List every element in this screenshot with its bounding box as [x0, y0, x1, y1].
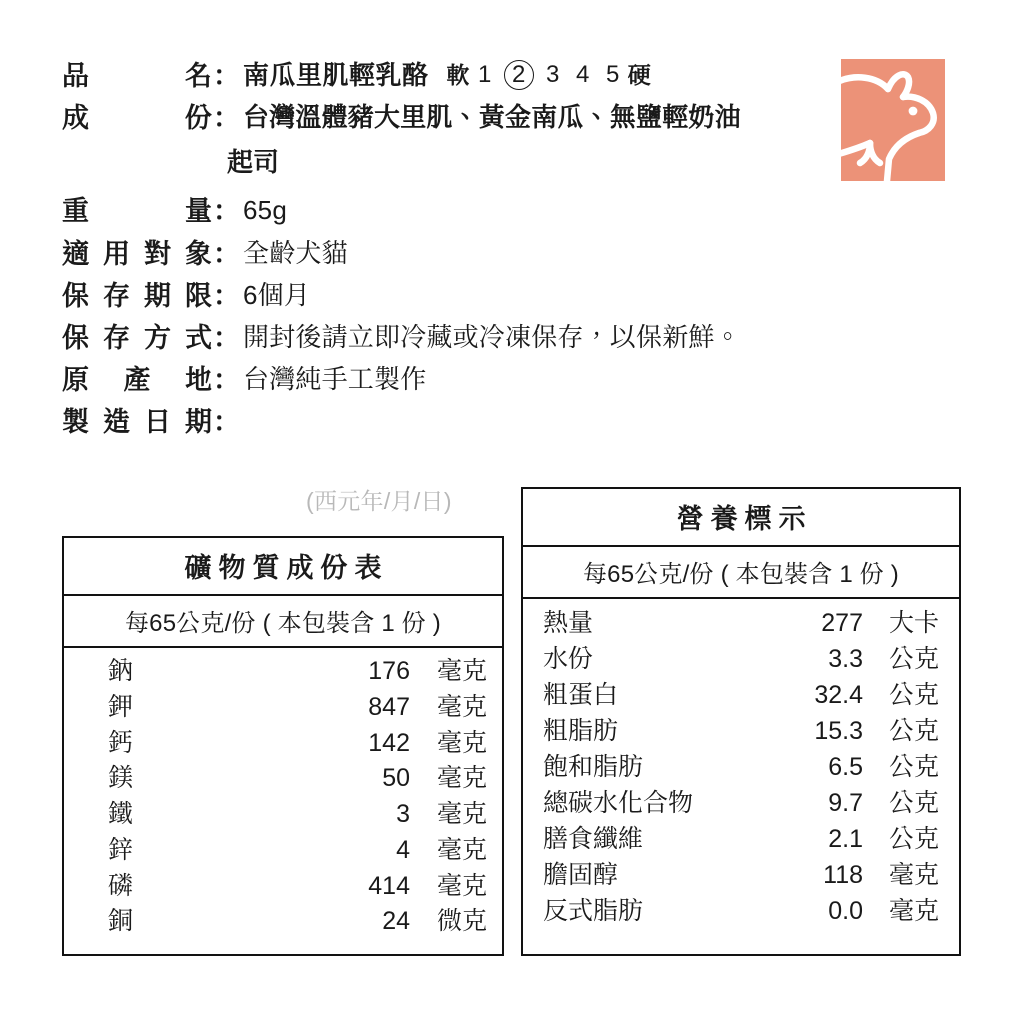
mineral-name: 銅 [108, 907, 134, 936]
nutrient-value: 3.3 [828, 645, 863, 673]
softness-level-1[interactable]: 1 [477, 61, 492, 89]
info-value-product-name [243, 58, 822, 93]
nutrient-unit: 毫克 [889, 861, 940, 889]
nutrient-value: 9.7 [828, 789, 863, 817]
info-colon: ： [213, 407, 240, 438]
info-label-weight: 重量 [62, 196, 212, 227]
info-colon: ： [213, 61, 240, 91]
table-row [523, 713, 959, 749]
mineral-name: 鉀 [108, 692, 134, 721]
mineral-composition-table [62, 536, 504, 956]
mineral-value: 24 [382, 907, 410, 936]
softness-level-4[interactable]: 4 [575, 61, 590, 89]
info-label-storage: 保存方式 [62, 322, 212, 353]
table-row [64, 797, 502, 833]
manufacture-date-format-hint: (西元年/月/日) [306, 488, 452, 514]
nutrient-name: 熱量 [543, 609, 594, 637]
nutrient-unit: 公克 [889, 825, 940, 853]
nutrient-unit: 大卡 [889, 609, 940, 637]
mineral-table-title: 礦物質成份表 [64, 538, 502, 596]
info-label-ingredients: 成份 [62, 103, 212, 134]
nutrient-name: 粗脂肪 [543, 717, 619, 745]
table-row [523, 605, 959, 641]
nutrient-unit: 公克 [889, 753, 940, 781]
mineral-value: 50 [382, 764, 410, 793]
table-row [64, 761, 502, 797]
mineral-name: 鈉 [108, 657, 134, 685]
nutrient-name: 總碳水化合物 [543, 789, 694, 817]
nutrient-name: 膳食纖維 [543, 825, 644, 853]
mineral-unit: 微克 [437, 907, 488, 936]
mineral-unit: 毫克 [437, 657, 488, 685]
product-info-block [62, 58, 822, 446]
mineral-unit: 毫克 [437, 764, 488, 793]
mineral-value: 142 [368, 728, 410, 757]
table-row [64, 904, 502, 940]
mineral-unit: 毫克 [437, 728, 488, 757]
nutrient-name: 飽和脂肪 [543, 753, 644, 781]
mineral-value: 3 [396, 800, 410, 828]
nutrient-value: 6.5 [828, 753, 863, 781]
info-label-origin: 原產地 [62, 365, 212, 396]
table-row [523, 893, 959, 929]
info-row-ingredients-continuation [62, 142, 822, 179]
nutrient-value: 277 [821, 609, 863, 637]
nutrition-facts-table [521, 487, 961, 956]
info-value-weight: 65g [243, 195, 287, 226]
info-row-target-audience [62, 236, 822, 272]
nutrient-unit: 公克 [889, 645, 940, 673]
softness-level-5[interactable]: 5 [605, 61, 620, 89]
info-value-origin: 台灣純手工製作 [243, 364, 427, 395]
nutrient-name: 粗蛋白 [543, 681, 619, 709]
nutrient-value: 118 [823, 861, 863, 889]
nutrient-name: 水份 [543, 645, 594, 673]
nutrition-table-title: 營養標示 [523, 489, 959, 547]
softness-level-3[interactable]: 3 [545, 61, 560, 89]
nutrient-name: 膽固醇 [543, 861, 619, 889]
pig-head-icon [841, 59, 945, 181]
nutrient-value: 2.1 [828, 825, 863, 853]
nutrition-table-serving: 每65公克/份 ( 本包裝含 1 份 ) [523, 547, 959, 599]
mineral-name: 磷 [108, 871, 134, 900]
table-row [64, 869, 502, 905]
table-row [523, 677, 959, 713]
mineral-name: 鈣 [108, 728, 134, 757]
info-colon: ： [213, 365, 240, 396]
table-row [523, 821, 959, 857]
table-row [523, 857, 959, 893]
nutrition-table-body [523, 599, 959, 935]
info-colon: ： [213, 103, 240, 134]
nutrient-value: 32.4 [814, 681, 863, 709]
mineral-name: 鐵 [108, 800, 134, 828]
table-row [64, 690, 502, 726]
table-row [64, 726, 502, 762]
info-value-ingredients: 台灣溫體豬大里肌、黃金南瓜、無鹽輕奶油 [243, 102, 741, 133]
nutrient-unit: 公克 [889, 681, 940, 709]
table-row [523, 785, 959, 821]
mineral-table-serving: 每65公克/份 ( 本包裝含 1 份 ) [64, 596, 502, 648]
mineral-value: 176 [368, 657, 410, 685]
info-row-shelf-life [62, 278, 822, 314]
table-row [523, 749, 959, 785]
info-colon: ： [213, 322, 240, 353]
nutrient-unit: 毫克 [889, 897, 940, 925]
product-name-text: 南瓜里肌輕乳酪 [243, 60, 429, 90]
mineral-value: 414 [368, 871, 410, 900]
info-value-ingredients-line2: 起司 [227, 147, 280, 178]
mineral-value: 847 [368, 692, 410, 721]
mineral-unit: 毫克 [437, 800, 488, 828]
info-label-manufacture-date: 製造日期 [62, 407, 212, 438]
info-row-ingredients [62, 100, 822, 136]
table-row [64, 833, 502, 869]
info-colon: ： [213, 280, 240, 311]
mineral-value: 4 [396, 835, 410, 864]
info-value-storage: 開封後請立即冷藏或冷凍保存，以保新鮮。 [243, 321, 741, 352]
nutrient-unit: 公克 [889, 789, 940, 817]
mineral-unit: 毫克 [437, 835, 488, 864]
info-row-product-name [62, 58, 822, 94]
info-row-manufacture-date [62, 404, 822, 440]
mineral-table-body [64, 648, 502, 946]
nutrient-value: 0.0 [828, 897, 863, 925]
mineral-name: 鋅 [108, 835, 134, 864]
nutrient-unit: 公克 [889, 717, 940, 745]
info-label-target-audience: 適用對象 [62, 238, 212, 269]
table-row [64, 654, 502, 690]
nutrient-value: 15.3 [814, 717, 863, 745]
mineral-name: 鎂 [108, 764, 134, 793]
info-label-shelf-life: 保存期限 [62, 280, 212, 311]
softness-hard-label: 硬 [627, 62, 651, 88]
table-row [523, 641, 959, 677]
softness-scale [447, 59, 651, 91]
info-value-shelf-life: 6個月 [243, 279, 311, 310]
softness-level-2-selected[interactable]: 2 [504, 60, 534, 90]
info-row-weight [62, 193, 822, 229]
softness-soft-label: 軟 [446, 62, 470, 88]
indent-spacer [62, 142, 227, 179]
info-row-storage [62, 320, 822, 356]
info-value-target-audience: 全齡犬貓 [243, 237, 348, 268]
mineral-unit: 毫克 [437, 871, 488, 900]
nutrient-name: 反式脂肪 [543, 897, 644, 925]
info-row-origin [62, 362, 822, 398]
info-label-product-name: 品名 [62, 61, 212, 91]
info-colon: ： [213, 196, 240, 227]
mineral-unit: 毫克 [437, 692, 488, 721]
info-colon: ： [213, 238, 240, 269]
